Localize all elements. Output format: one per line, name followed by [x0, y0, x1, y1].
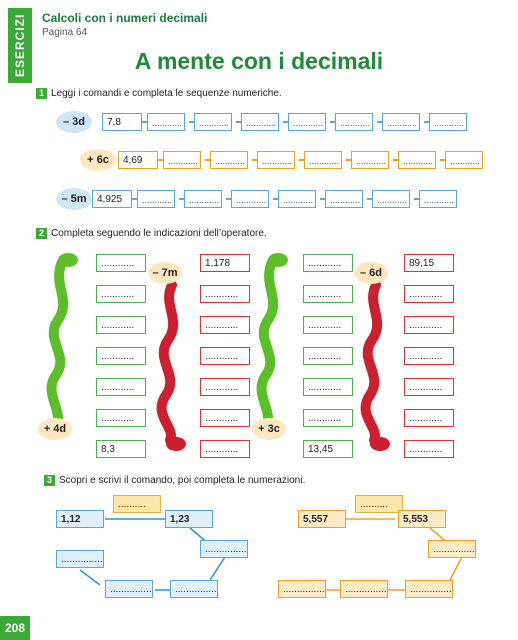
operator-badge: – 7m: [148, 262, 182, 284]
snake-blank: ............: [200, 378, 250, 396]
snake-blank: ............: [303, 285, 353, 303]
header-title: Calcoli con i numeri decimali: [42, 11, 208, 25]
side-tab: ESERCIZI: [8, 8, 32, 83]
numeration-blank: ...............: [170, 580, 218, 598]
snake-blank: ............: [200, 316, 250, 334]
snake-top-value: 89,15: [404, 254, 454, 272]
page-number: 208: [0, 616, 30, 640]
snake-blank: ............: [96, 347, 146, 365]
snake-bottom-value: 13,45: [303, 440, 353, 458]
snake-blank: ............: [96, 378, 146, 396]
sequence-blank: ............: [304, 151, 342, 169]
sequence-blank: ............: [419, 190, 457, 208]
sequence-blank: ............: [445, 151, 483, 169]
snake-blank: ............: [96, 285, 146, 303]
snake-blank: ............: [404, 347, 454, 365]
sequence-blank: ............: [398, 151, 436, 169]
snake-blank: ............: [200, 409, 250, 427]
sequence-blank: ............: [163, 151, 201, 169]
sequence-blank: ............: [194, 113, 232, 131]
sequence-blank: ............: [137, 190, 175, 208]
ex1-instruction-text: Leggi i comandi e completa le sequenze numeriche.: [51, 88, 282, 100]
numeration-blank: ...............: [105, 580, 153, 598]
snake-blank: ............: [404, 409, 454, 427]
numeration-blank: ...............: [56, 550, 104, 568]
snake-blank: ............: [303, 316, 353, 334]
command-box: ..........: [355, 495, 403, 513]
sequence-blank: ............: [231, 190, 269, 208]
numeration-blank: ...............: [278, 580, 326, 598]
snake-blank: ............: [200, 285, 250, 303]
snake-blank: ............: [200, 347, 250, 365]
ex3-number: 3: [44, 475, 55, 486]
command-badge: + 6c: [80, 149, 116, 171]
sequence-blank: ............: [325, 190, 363, 208]
sequence-start: 4,69: [118, 151, 158, 169]
ex2-instruction-text: Completa seguendo le indicazioni dell’operatore.: [51, 228, 267, 240]
sequence-start: 4,925: [92, 190, 132, 208]
numeration-value: 5,557: [298, 510, 346, 528]
sequence-blank: ............: [278, 190, 316, 208]
sequence-start: 7,8: [102, 113, 142, 131]
sequence-blank: ............: [147, 113, 185, 131]
numeration-blank: ...............: [405, 580, 453, 598]
command-badge: – 3d: [56, 111, 92, 133]
ex2-number: 2: [36, 228, 47, 239]
page-title: A mente con i decimali: [134, 48, 384, 74]
snake-bottom-value: ............: [200, 440, 250, 458]
command-badge: – 5m: [56, 188, 92, 210]
snake-blank: ............: [303, 347, 353, 365]
operator-badge: – 6d: [354, 262, 388, 284]
snake-blank: ............: [404, 378, 454, 396]
sequence-blank: ............: [382, 113, 420, 131]
snake-blank: ............: [96, 409, 146, 427]
snake-top-value: ............: [96, 254, 146, 272]
sequence-blank: ............: [184, 190, 222, 208]
sequence-blank: ............: [335, 113, 373, 131]
snake-top-value: 1,178: [200, 254, 250, 272]
header-page-ref: Pagina 64: [42, 27, 88, 38]
snake-blank: ............: [303, 409, 353, 427]
sequence-blank: ............: [288, 113, 326, 131]
sequence-blank: ............: [429, 113, 467, 131]
sequence-blank: ............: [257, 151, 295, 169]
numeration-value: 1,12: [56, 510, 104, 528]
numeration-value: 1,23: [165, 510, 213, 528]
numeration-blank: ...............: [340, 580, 388, 598]
snake-top-value: ............: [303, 254, 353, 272]
snake-blank: ............: [96, 316, 146, 334]
sequence-blank: ............: [210, 151, 248, 169]
snake-bottom-value: 8,3: [96, 440, 146, 458]
snake-bottom-value: ............: [404, 440, 454, 458]
ex1-number: 1: [36, 88, 47, 99]
sequence-blank: ............: [241, 113, 279, 131]
sequence-blank: ............: [351, 151, 389, 169]
sequence-blank: ............: [372, 190, 410, 208]
numeration-blank: ...............: [200, 540, 248, 558]
snake-blank: ............: [404, 316, 454, 334]
snake-blank: ............: [303, 378, 353, 396]
operator-badge: + 4d: [38, 418, 72, 440]
ex3-instruction-text: Scopri e scrivi il comando, poi completa le numerazioni.: [59, 475, 306, 487]
command-box: ..........: [113, 495, 161, 513]
numeration-value: 5,553: [398, 510, 446, 528]
snake-blank: ............: [404, 285, 454, 303]
numeration-blank: ...............: [428, 540, 476, 558]
operator-badge: + 3c: [252, 418, 286, 440]
